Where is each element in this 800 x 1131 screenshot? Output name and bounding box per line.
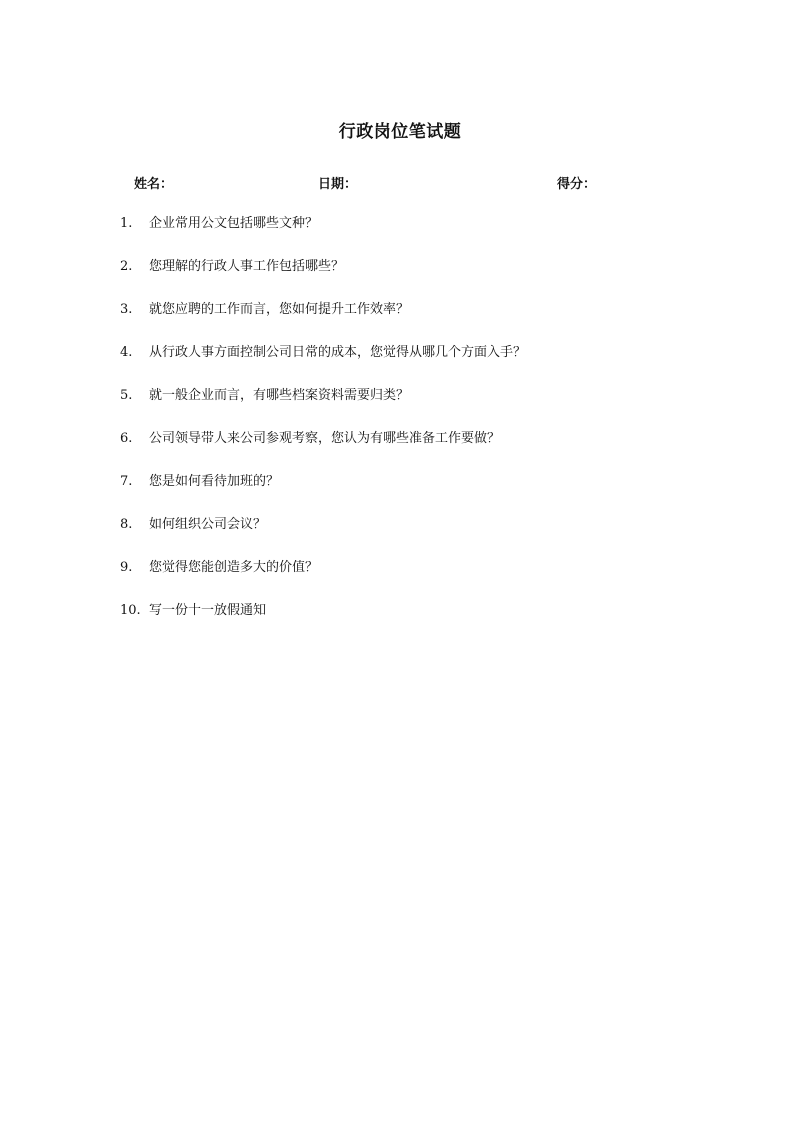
question-number: 2. <box>120 259 133 274</box>
question-text: 从行政人事方面控制公司日常的成本，您觉得从哪几个方面入手？ <box>149 345 527 360</box>
question-number: 3. <box>120 302 133 317</box>
question-item <box>0 431 800 474</box>
question-item <box>0 603 800 646</box>
question-number: 4. <box>120 345 133 360</box>
question-item <box>0 560 800 603</box>
question-number: 5. <box>120 388 133 403</box>
question-text: 您是如何看待加班的？ <box>149 474 280 489</box>
question-text: 如何组织公司会议？ <box>149 517 267 532</box>
date-label: 日期： <box>318 177 358 192</box>
question-text: 就一般企业而言，有哪些档案资料需要归类？ <box>149 388 410 403</box>
question-item <box>0 474 800 517</box>
question-text: 您觉得您能创造多大的价值？ <box>149 560 319 575</box>
score-label: 得分： <box>557 177 597 192</box>
question-item <box>0 302 800 345</box>
question-list <box>0 216 800 646</box>
question-item <box>0 259 800 302</box>
question-number: 10. <box>120 603 141 618</box>
question-item <box>0 388 800 431</box>
question-number: 9. <box>120 560 133 575</box>
document-title: 行政岗位笔试题 <box>338 122 462 142</box>
header-fields <box>0 173 800 193</box>
question-item <box>0 216 800 259</box>
question-number: 8. <box>120 517 133 532</box>
question-text: 就您应聘的工作而言，您如何提升工作效率？ <box>149 302 410 317</box>
question-number: 7. <box>120 474 133 489</box>
name-label: 姓名： <box>134 177 174 192</box>
question-text: 您理解的行政人事工作包括哪些？ <box>149 259 345 274</box>
question-item <box>0 517 800 560</box>
question-item <box>0 345 800 388</box>
question-text: 企业常用公文包括哪些文种？ <box>149 216 319 231</box>
question-text: 公司领导带人来公司参观考察，您认为有哪些准备工作要做？ <box>149 431 501 446</box>
question-number: 1. <box>120 216 133 231</box>
question-text: 写一份十一放假通知 <box>149 603 267 618</box>
question-number: 6. <box>120 431 133 446</box>
